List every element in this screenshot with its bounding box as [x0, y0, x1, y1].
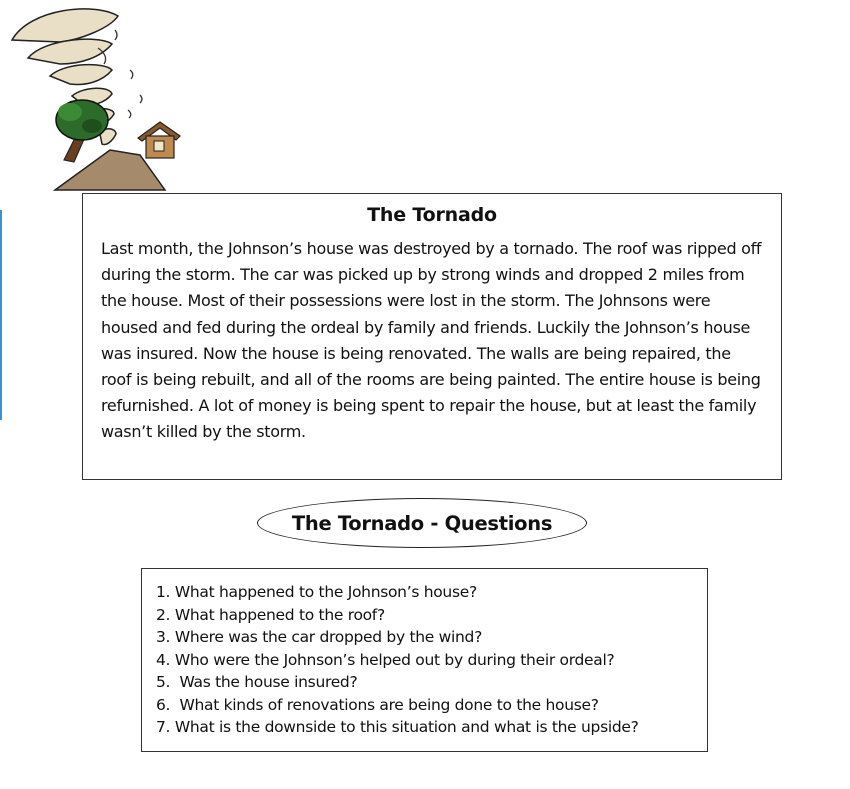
- story-box: [82, 193, 782, 480]
- story-title: The Tornado: [367, 204, 497, 226]
- question-number: 2.: [156, 605, 171, 624]
- question-text: What happened to the roof?: [174, 605, 385, 624]
- question-list: [156, 581, 707, 739]
- question-text: What kinds of renovations are being done to the house?: [179, 695, 599, 714]
- question-item: [156, 626, 707, 649]
- story-body: Last month, the Johnson’s house was destroyed by a tornado. The roof was ripped off during the storm. The car was picked up by strong winds and dropped 2 miles from the house. Most of their possessions were lost in the storm. The Johnsons were housed and fed during the ordeal by family and friends. Luckily the Johnson’s house was insured. Now the house is being renovated. The walls are being repaired, the roof is being rebuilt, and all of the rooms are being painted. The entire house is being refurnished. A lot of money is being spent to repair the house, but at least the family wasn’t killed by the storm.: [101, 239, 762, 442]
- question-item: [156, 649, 707, 672]
- question-text: What happened to the Johnson’s house?: [174, 583, 477, 601]
- question-text: Was the house insured?: [179, 673, 358, 691]
- question-text: Where was the car dropped by the wind?: [174, 628, 482, 646]
- question-text: What is the downside to this situation and what is the upside?: [174, 718, 639, 736]
- question-item: [156, 716, 707, 739]
- question-item: [156, 581, 707, 604]
- question-item: [156, 671, 707, 694]
- question-item: [156, 604, 707, 627]
- questions-title-oval: [257, 498, 587, 548]
- questions-box: [141, 568, 708, 752]
- small-house-icon: [138, 122, 180, 158]
- question-number: 5.: [156, 673, 171, 691]
- question-number: 6.: [156, 695, 171, 714]
- question-number: 1.: [156, 583, 171, 601]
- question-number: 7.: [156, 718, 171, 736]
- question-item: [156, 694, 707, 717]
- tornado-clipart-icon: [0, 0, 200, 195]
- question-number: 4.: [156, 650, 171, 669]
- question-text: Who were the Johnson’s helped out by during their ordeal?: [174, 650, 615, 669]
- question-number: 3.: [156, 628, 171, 646]
- left-edge-rule: [0, 210, 2, 420]
- questions-title: The Tornado - Questions: [291, 511, 553, 535]
